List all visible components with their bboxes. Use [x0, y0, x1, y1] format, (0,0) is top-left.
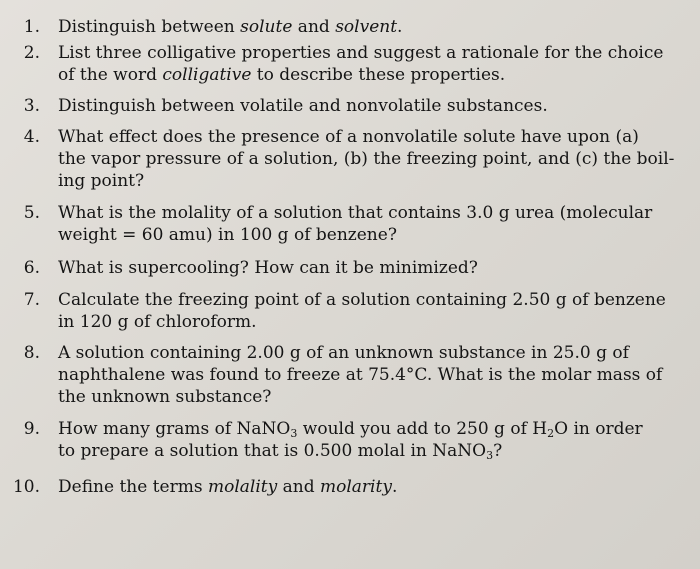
question-number: 6.	[23, 258, 40, 278]
question-text	[58, 126, 675, 192]
question-text	[58, 257, 638, 279]
question-line: of the word colligative to describe these properties.	[58, 65, 506, 85]
question-text	[58, 95, 638, 117]
question-line: Distinguish between volatile and nonvolatile substances.	[58, 96, 548, 116]
question-number: 4.	[23, 127, 40, 147]
question-line: the vapor pressure of a solution, (b) the freezing point, and (c) the boil-	[58, 149, 675, 169]
question-line: Calculate the freezing point of a solution containing 2.50 g of benzene	[58, 290, 666, 310]
question-line: weight = 60 amu) in 100 g of benzene?	[58, 225, 397, 245]
question-line: to prepare a solution that is 0.500 molal in NaNO$_3$?	[58, 441, 503, 462]
question-line: How many grams of NaNO$_3$ would you add to 250 g of $H_2O$ in order	[58, 419, 643, 440]
question-line: What is the molality of a solution that contains 3.0 g urea (molecular	[58, 203, 653, 223]
question-number: 5.	[23, 203, 40, 223]
question-text	[58, 42, 664, 86]
question-text	[58, 342, 663, 408]
question-text	[58, 289, 666, 333]
question-line: Distinguish between solute and solvent.	[58, 17, 403, 37]
question-line: A solution containing 2.00 g of an unknown substance in 25.0 g of	[58, 343, 629, 363]
question-text	[58, 202, 653, 246]
question-text	[58, 418, 643, 462]
question-number: 8.	[23, 343, 40, 363]
question-text	[58, 476, 638, 498]
question-line: Define the terms molality and molarity.	[58, 477, 398, 497]
question-line: in 120 g of chloroform.	[58, 312, 257, 332]
question-line: What is supercooling? How can it be minimized?	[58, 258, 478, 278]
question-line: ing point?	[58, 171, 145, 191]
question-line: the unknown substance?	[58, 387, 272, 407]
question-number: 2.	[23, 43, 40, 63]
question-number: 9.	[23, 419, 40, 439]
question-number: 3.	[23, 96, 40, 116]
question-line: List three colligative properties and suggest a rationale for the choice	[58, 43, 664, 63]
question-text	[58, 16, 638, 38]
question-number: 1.	[23, 17, 40, 37]
question-number: 10.	[12, 477, 40, 497]
question-number: 7.	[23, 290, 40, 310]
question-line: What effect does the presence of a nonvolatile solute have upon (a)	[58, 127, 639, 147]
question-line: naphthalene was found to freeze at 75.4°C. What is the molar mass of	[58, 365, 663, 385]
